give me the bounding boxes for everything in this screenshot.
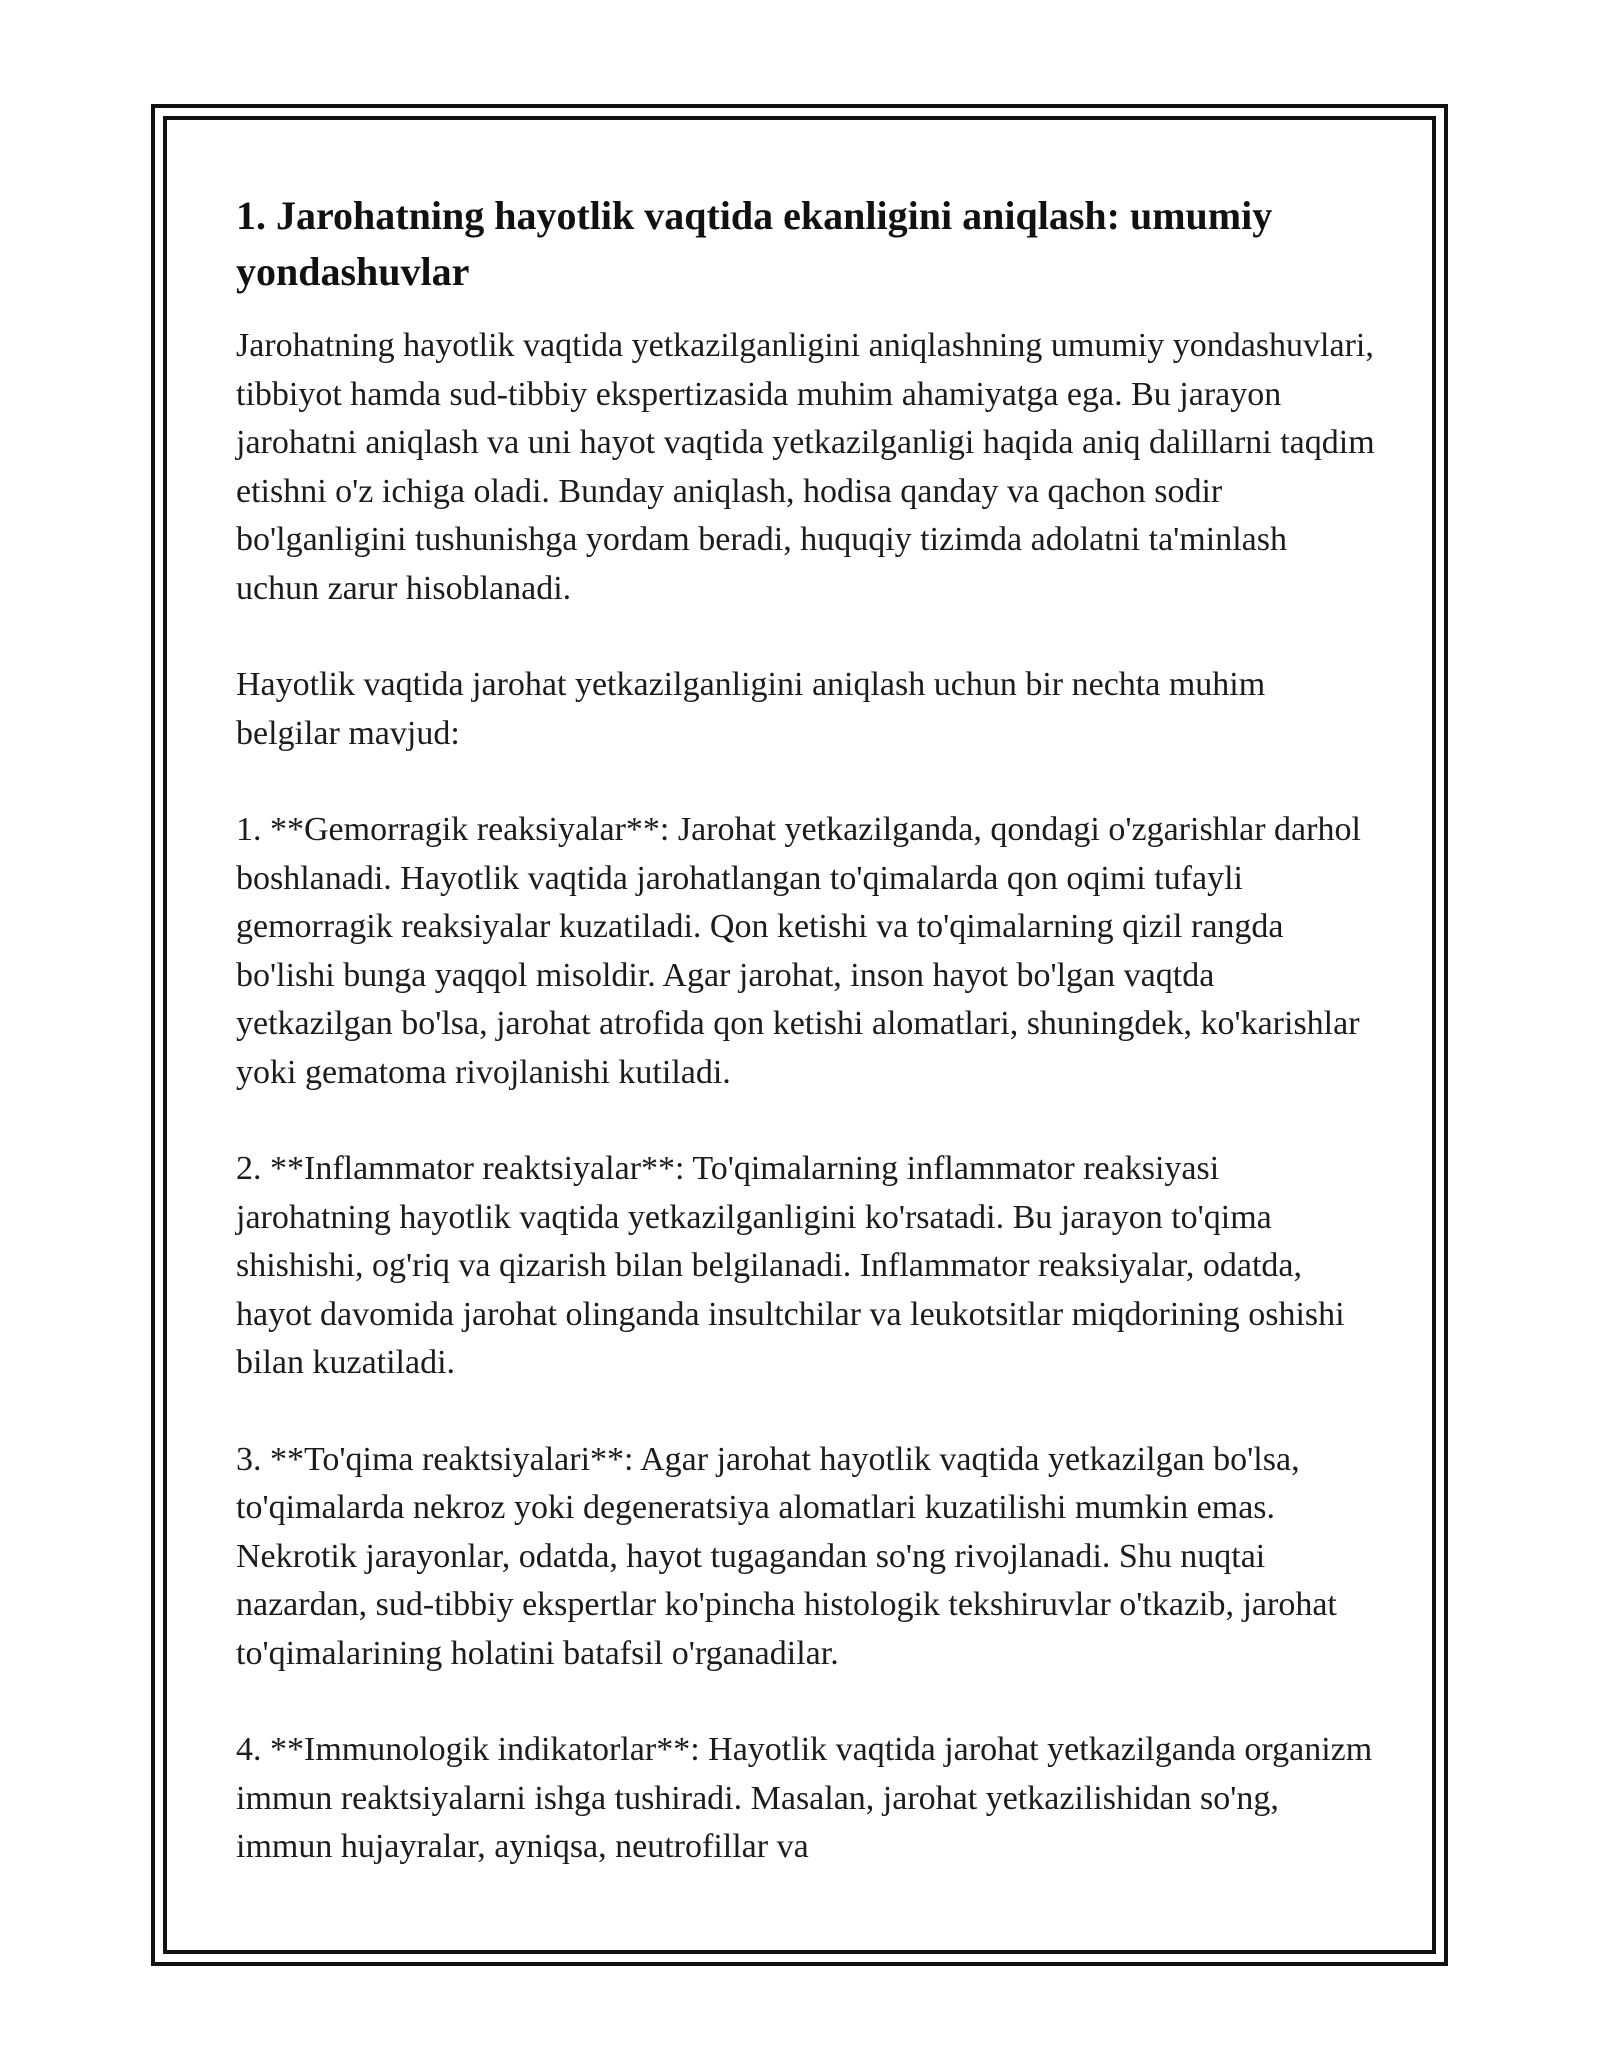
list-item-hemorrhagic: 1. **Gemorragik reaksiyalar**: Jarohat yetkazilganda, qondagi o'zgarishlar darhol boshlanadi. Hayotlik vaqtida jarohatlangan to'qimalarda qon oqimi tufayli gemorragik reaksiyalar kuzatiladi. Qon ketishi va to'qimalarning qizil rangda bo'lishi bunga yaqqol misoldir. Agar jarohat, inson hayot bo'lgan vaqtda yetkazilgan bo'lsa, jarohat atrofida qon ketishi alomatlari, shuningdek, ko'karishlar yoki gematoma rivojlanishi kutiladi.: [236, 811, 1361, 1091]
section-heading: 1. Jarohatning hayotlik vaqtida ekanligini aniqlash: umumiy yondashuvlar: [236, 193, 1273, 294]
document-body: [236, 188, 1376, 1920]
intro-paragraph: Jarohatning hayotlik vaqtida yetkazilganligini aniqlashning umumiy yondashuvlari, tibbiyot hamda sud-tibbiy ekspertizasida muhim ahamiyatga ega. Bu jarayon jarohatni aniqlash va uni hayot vaqtida yetkazilganligi haqida aniq dalillarni taqdim etishni o'z ichiga oladi. Bunday aniqlash, hodisa qanday va qachon sodir bo'lganligini tushunishga yordam beradi, huquqiy tizimda adolatni ta'minlash uchun zarur hisoblanadi.: [236, 327, 1375, 607]
list-item-tissue: 3. **To'qima reaktsiyalari**: Agar jarohat hayotlik vaqtida yetkazilgan bo'lsa, to'qimalarda nekroz yoki degeneratsiya alomatlari kuzatilishi mumkin emas. Nekrotik jarayonlar, odatda, hayot tugagandan so'ng rivojlanadi. Shu nuqtai nazardan, sud-tibbiy ekspertlar ko'pincha histologik tekshiruvlar o'tkazib, jarohat to'qimalarining holatini batafsil o'rganadilar.: [236, 1440, 1337, 1672]
list-item-inflammatory: 2. **Inflammator reaktsiyalar**: To'qimalarning inflammator reaksiyasi jarohatning hayotlik vaqtida yetkazilganligini ko'rsatadi. Bu jarayon to'qima shishishi, og'riq va qizarish bilan belgilanadi. Inflammator reaksiyalar, odatda, hayot davomida jarohat olinganda insultchilar va leukotsitlar miqdorining oshishi bilan kuzatiladi.: [236, 1150, 1345, 1381]
list-item-immunological: 4. **Immunologik indikatorlar**: Hayotlik vaqtida jarohat yetkazilganda organizm immun reaktsiyalarni ishga tushiradi. Masalan, jarohat yetkazilishidan so'ng, immun hujayralar, ayniqsa, neutrofillar va: [236, 1731, 1373, 1865]
signs-intro-paragraph: Hayotlik vaqtida jarohat yetkazilganligini aniqlash uchun bir nechta muhim belgilar mavjud:: [236, 666, 1266, 752]
